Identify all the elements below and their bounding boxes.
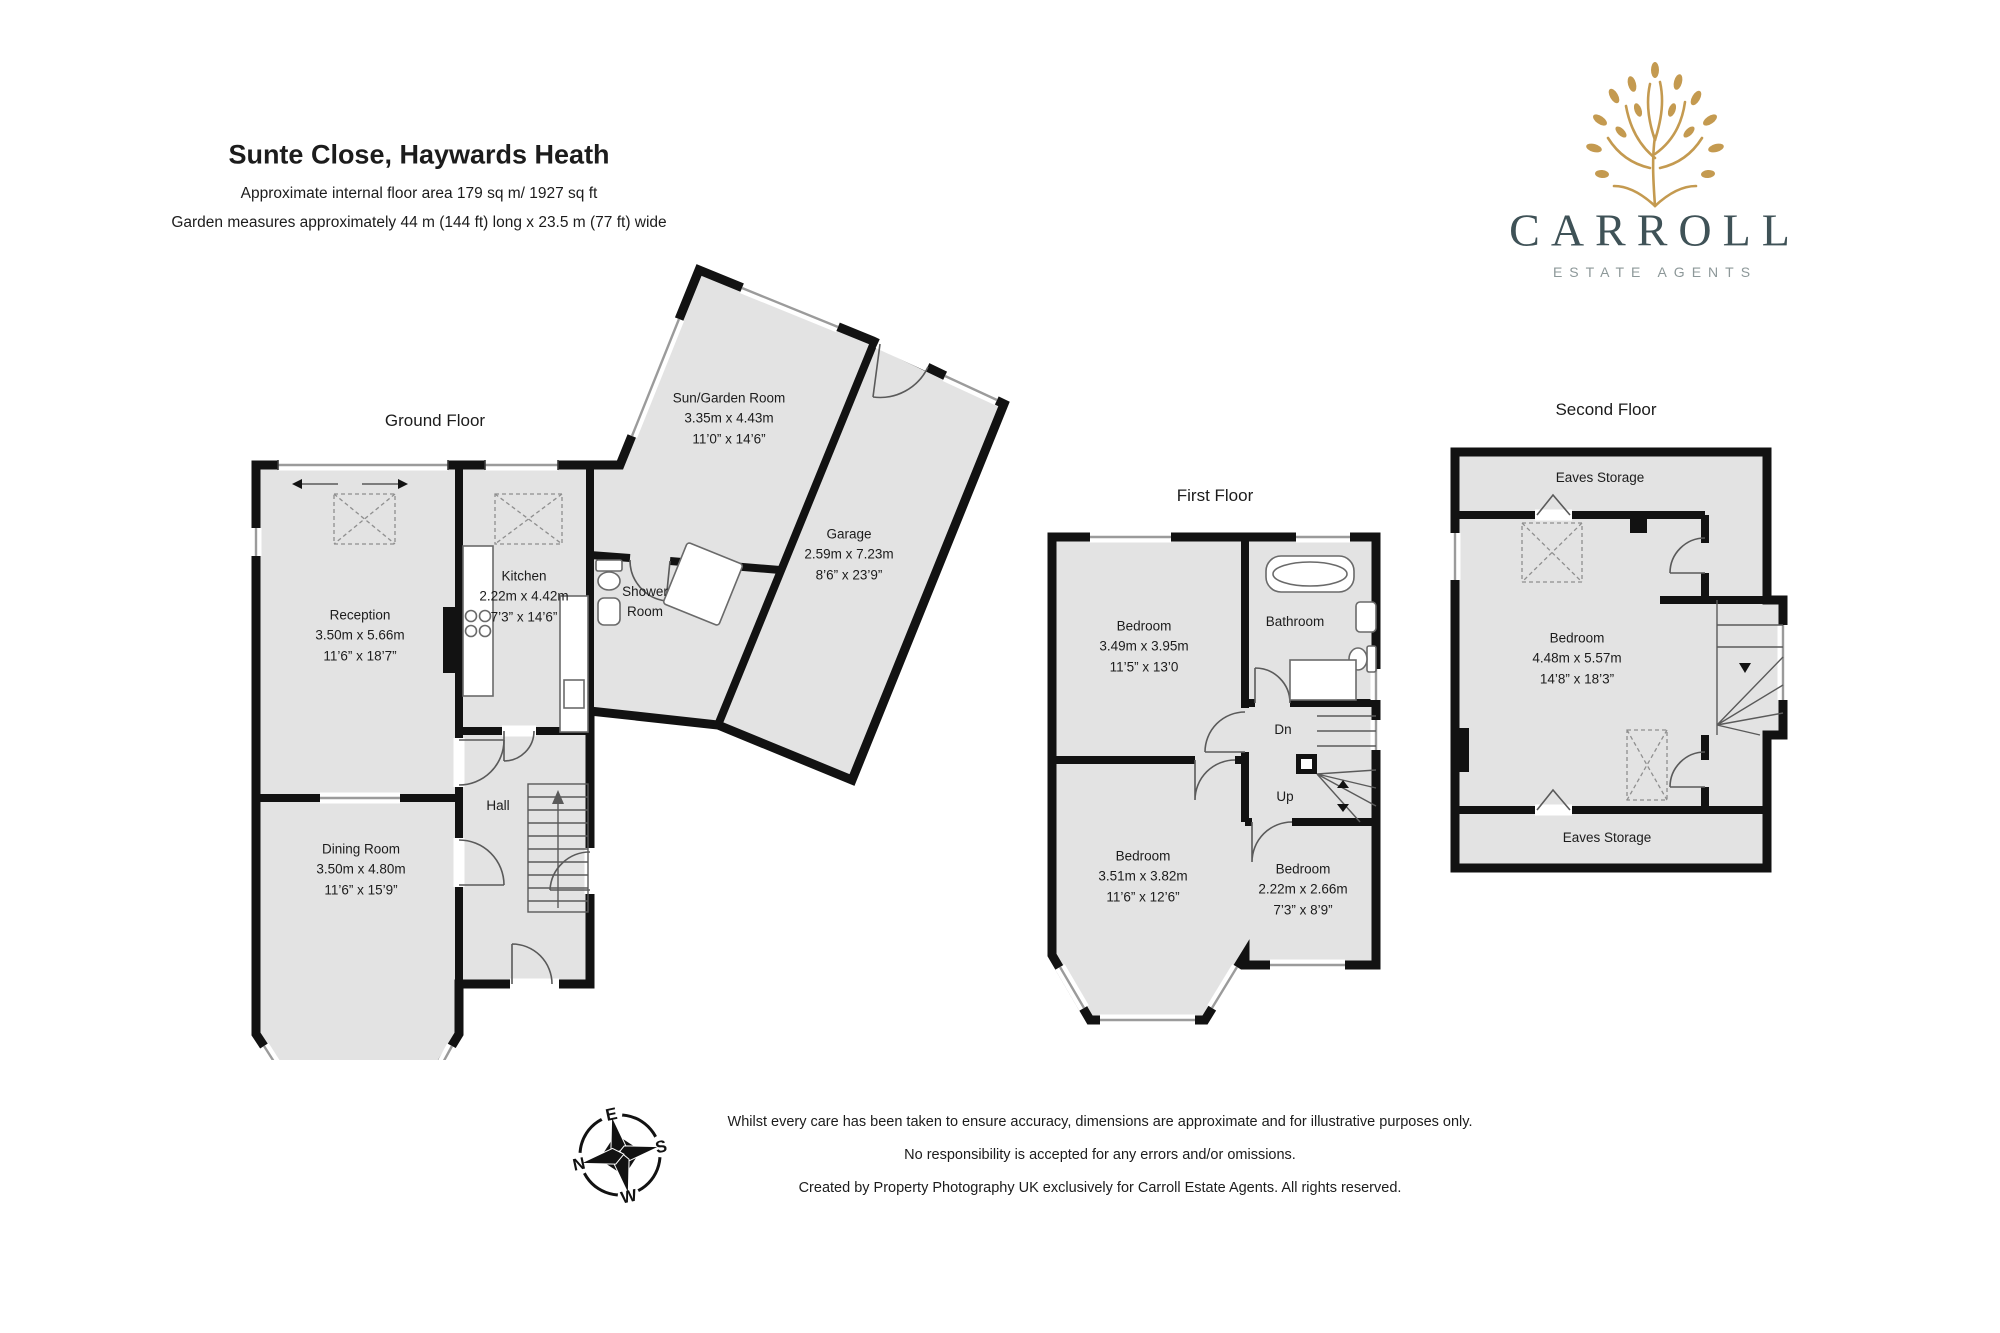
room-label-eaves-storage-bottom: Eaves Storage xyxy=(1562,829,1652,845)
garden-measure-note: Garden measures approximately 44 m (144 ft) long x 23.5 m (77 ft) wide xyxy=(171,214,667,231)
room-label-hall: Hall xyxy=(486,797,510,813)
first-floor-plan xyxy=(1040,520,1390,1080)
disclaimer-line-1: Whilst every care has been taken to ensure accuracy, dimensions are approximate and for illustrative purposes only. xyxy=(727,1114,1473,1130)
room-label-eaves-storage-top: Eaves Storage xyxy=(1555,469,1645,485)
compass-n: N xyxy=(571,1153,588,1175)
room-label-bathroom: Bathroom xyxy=(1265,613,1325,629)
first-floor-title: First Floor xyxy=(1176,486,1254,505)
second-floor-title: Second Floor xyxy=(1555,400,1657,419)
room-label-bedroom-2: Bedroom 3.51m x 3.82m 11’6” x 12’6” xyxy=(1098,848,1188,905)
stairs-dn-label: Dn xyxy=(1274,721,1292,737)
room-label-shower-room: Shower Room xyxy=(622,583,668,619)
room-label-sun-garden-room: Sun/Garden Room 3.35m x 4.43m 11’0” x 14’6” xyxy=(672,390,786,447)
room-label-kitchen: Kitchen 2.22m x 4.42m 7’3” x 14’6” xyxy=(479,568,569,625)
carroll-logo xyxy=(1490,58,1820,288)
disclaimer-line-2: No responsibility is accepted for any errors and/or omissions. xyxy=(904,1147,1296,1163)
compass-w: W xyxy=(619,1185,639,1208)
stairs-up-label: Up xyxy=(1276,788,1294,804)
ground-floor-title: Ground Floor xyxy=(384,411,486,430)
brand-tagline: ESTATE AGENTS xyxy=(1552,264,1758,280)
room-label-garage: Garage 2.59m x 7.23m 8’6” x 23’9” xyxy=(804,526,894,583)
brand-name: CARROLL xyxy=(1509,204,1801,256)
compass-icon xyxy=(558,1093,682,1217)
room-label-bedroom-3: Bedroom 2.22m x 2.66m 7’3” x 8’9” xyxy=(1258,861,1348,918)
tree-icon xyxy=(1490,58,1820,208)
room-label-bedroom-1: Bedroom 3.49m x 3.95m 11’5” x 13’0 xyxy=(1099,618,1189,675)
floor-area-note: Approximate internal floor area 179 sq m/ 1927 sq ft xyxy=(240,185,598,202)
compass-e: E xyxy=(603,1103,619,1125)
room-label-bedroom-second: Bedroom 4.48m x 5.57m 14’8” x 18’3” xyxy=(1532,630,1622,687)
room-label-reception: Reception 3.50m x 5.66m 11’6” x 18’7” xyxy=(315,607,405,664)
compass-s: S xyxy=(653,1136,669,1158)
page-title: Sunte Close, Haywards Heath xyxy=(228,139,610,170)
room-label-dining-room: Dining Room 3.50m x 4.80m 11’6” x 15’9” xyxy=(316,841,406,898)
disclaimer-line-3: Created by Property Photography UK exclusively for Carroll Estate Agents. All rights reserved. xyxy=(798,1180,1402,1196)
